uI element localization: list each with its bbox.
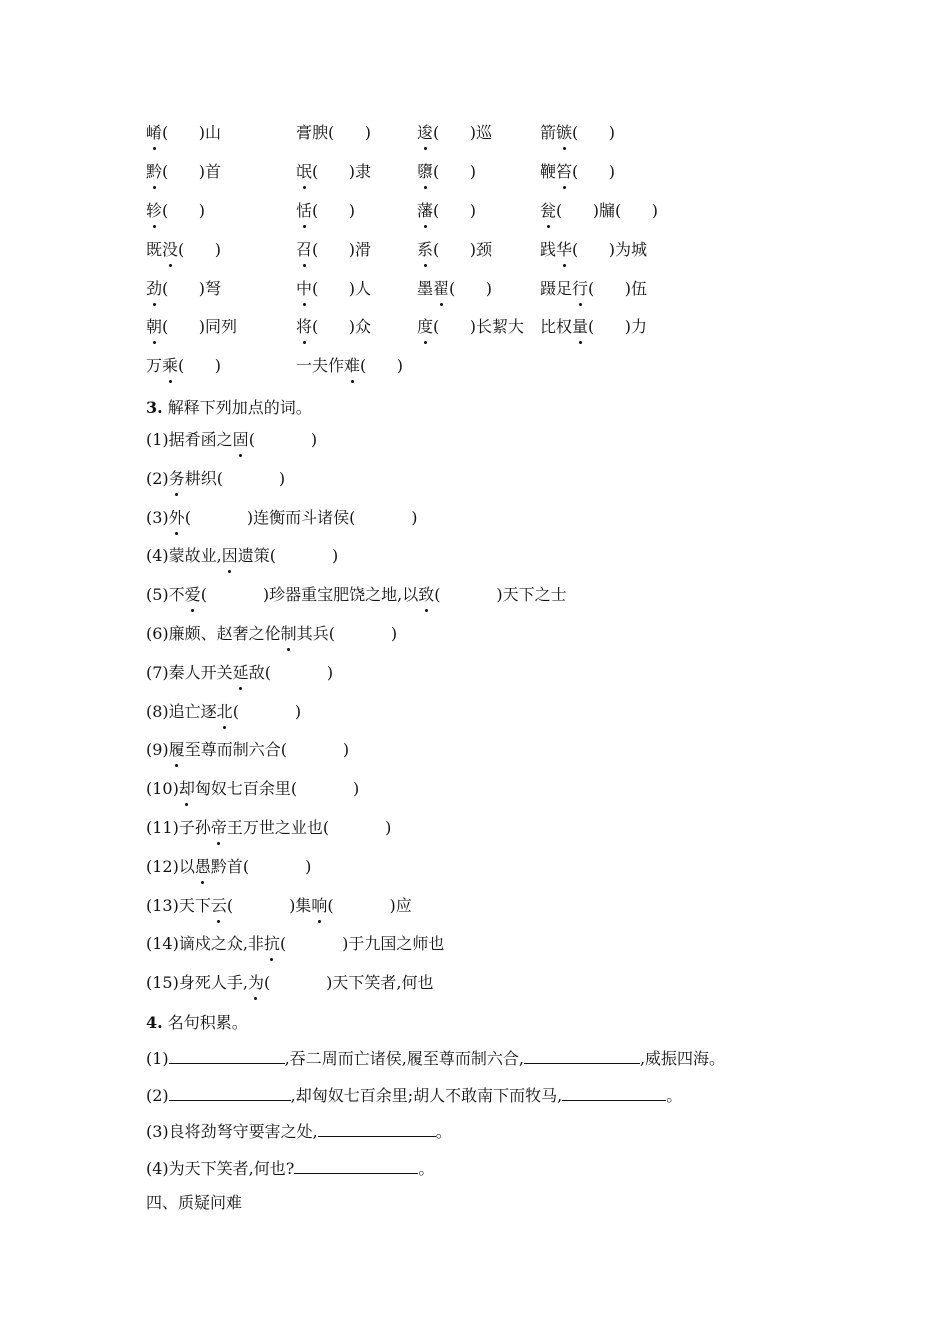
item-text: ,威振四海。	[639, 1049, 726, 1068]
dotted-word: 因	[222, 544, 238, 568]
dotted-character: 系	[417, 238, 433, 262]
dotted-character: 崤	[146, 121, 162, 145]
section-4-title: 名句积累。	[162, 1013, 248, 1032]
cell-text: ( )	[312, 201, 356, 220]
definition-item	[146, 661, 333, 685]
grid-cell	[540, 199, 658, 223]
cell-text: ( )	[572, 123, 616, 142]
grid-cell	[540, 277, 647, 301]
cell-text: 蹑足	[540, 279, 573, 298]
dotted-character: 笞	[556, 160, 572, 184]
dotted-character: 恬	[296, 199, 312, 223]
item-text: 至尊而制六合( )	[184, 740, 350, 760]
grid-cell	[417, 277, 492, 301]
quote-item	[146, 1084, 682, 1108]
item-text: ( )珍器重宝肥饶之地,以	[200, 585, 419, 605]
cell-text: ( )颈	[433, 240, 493, 259]
cell-text: ( )伍	[588, 279, 648, 298]
item-text: (11)子孙	[146, 818, 211, 837]
quote-item	[146, 1047, 725, 1071]
grid-cell	[296, 121, 371, 145]
cell-text: ( )人	[312, 279, 372, 298]
grid-cell	[296, 160, 371, 184]
definition-item	[146, 467, 285, 491]
cell-text: 箭	[540, 123, 557, 142]
section-heading-questions	[146, 1191, 242, 1215]
dotted-word: 北	[217, 700, 233, 724]
grid-cell	[540, 121, 615, 145]
definition-item	[146, 777, 359, 801]
dotted-character: 中	[296, 277, 312, 301]
cell-text: 践	[540, 240, 557, 259]
item-text: (10)	[146, 779, 179, 799]
item-text: ( )	[232, 701, 302, 721]
cell-text: ( )	[178, 240, 222, 259]
fill-blank	[169, 1084, 291, 1101]
item-text: (15)身死人手,	[146, 973, 248, 993]
grid-cell	[296, 277, 371, 301]
section-3-heading	[146, 396, 312, 420]
item-text: (3)良将劲弩守要害之处,	[146, 1122, 318, 1141]
quote-item	[146, 1120, 452, 1144]
dotted-character: 劲	[146, 277, 162, 301]
definition-item	[146, 544, 338, 568]
item-text: 敌( )	[248, 662, 334, 682]
definition-item	[146, 855, 311, 879]
cell-text: ( )同列	[162, 317, 238, 336]
dotted-word: 爱	[185, 583, 201, 607]
dotted-character: 氓	[296, 160, 312, 184]
grid-cell	[146, 315, 237, 339]
item-text: (2)	[146, 1085, 169, 1105]
item-text: 耕织( )	[184, 468, 286, 488]
definition-item	[146, 700, 301, 724]
dotted-character: 隳	[417, 160, 433, 184]
item-text: ( )天下之士	[434, 585, 567, 605]
item-text: ( )连衡而斗诸侯( )	[184, 507, 418, 527]
dotted-character: 召	[296, 238, 312, 262]
item-text: 遗策( )	[237, 546, 339, 566]
cell-text: ( )	[162, 201, 206, 220]
dotted-word: 为	[248, 971, 264, 995]
item-text: 其兵( )	[296, 624, 398, 643]
cell-text: 膏腴( )	[296, 123, 372, 142]
cell-text: ( )	[360, 356, 404, 375]
grid-cell	[417, 121, 492, 145]
fill-blank	[562, 1084, 666, 1101]
dotted-word: 却	[179, 777, 195, 801]
dotted-character: 量	[572, 315, 588, 339]
cell-text: ( )众	[312, 317, 372, 336]
cell-text: ( )山	[162, 123, 222, 142]
dotted-word: 履	[169, 738, 185, 762]
item-text: ,吞二周而亡诸侯,履至尊而制六合,	[284, 1049, 524, 1068]
grid-cell	[540, 160, 615, 184]
dotted-character: 镞	[556, 121, 572, 145]
item-text: (8)追亡逐	[146, 701, 217, 721]
definition-item	[146, 894, 412, 918]
item-text: 黔首( )	[210, 856, 312, 876]
grid-cell	[146, 199, 205, 223]
grid-cell	[296, 354, 403, 378]
cell-text: ( )力	[588, 317, 648, 336]
dotted-character: 朝	[146, 315, 162, 339]
grid-cell	[540, 315, 647, 339]
grid-cell	[417, 199, 476, 223]
fill-blank	[294, 1157, 418, 1174]
dotted-word: 外	[169, 506, 185, 530]
item-text: (5)不	[146, 585, 185, 605]
dotted-character: 黔	[146, 160, 162, 184]
dotted-word: 云	[211, 894, 227, 918]
dotted-word: 抗	[264, 932, 280, 956]
fill-blank	[318, 1120, 436, 1137]
cell-text: 一夫作	[296, 356, 345, 375]
grid-cell	[417, 160, 476, 184]
grid-cell	[417, 238, 492, 262]
cell-text: ( )为城	[572, 240, 648, 259]
item-text: 。	[435, 1122, 452, 1141]
fill-blank	[524, 1047, 640, 1064]
item-text: 王万世之业也( )	[226, 818, 392, 837]
grid-cell	[417, 315, 524, 339]
cell-text: ( )弩	[162, 279, 222, 298]
definition-item	[146, 506, 418, 530]
item-text: (13)天下	[146, 895, 211, 915]
definition-item	[146, 816, 391, 840]
item-text: 。	[666, 1085, 683, 1105]
cell-text: ( )滑	[312, 240, 372, 259]
item-text: 。	[418, 1158, 435, 1178]
cell-text: ( )长絜大	[433, 317, 525, 336]
dotted-character: 将	[296, 315, 312, 339]
definition-item	[146, 971, 433, 995]
item-text: ( )集	[226, 895, 312, 915]
dotted-word: 制	[281, 622, 297, 646]
item-text: 匈奴七百余里( )	[194, 779, 360, 799]
item-text: ( )于九国之师也	[279, 934, 445, 954]
cell-text: ( )	[449, 279, 493, 298]
cell-text: 比权	[540, 317, 573, 336]
item-text: (12)以	[146, 856, 195, 876]
dotted-word: 帝	[211, 816, 227, 840]
dotted-character: 乘	[162, 354, 178, 378]
cell-text: ( )	[433, 201, 477, 220]
dotted-word: 致	[418, 583, 434, 607]
definition-item	[146, 622, 397, 646]
item-text: (4)蒙故业,	[146, 546, 222, 566]
definition-item	[146, 428, 317, 452]
dotted-word: 务	[169, 467, 185, 491]
definition-item	[146, 583, 567, 607]
item-text: (9)	[146, 740, 169, 760]
dotted-word: 愚	[195, 855, 211, 879]
item-text: (4)为天下笑者,何也?	[146, 1158, 295, 1178]
grid-cell	[296, 238, 371, 262]
item-text: ,却匈奴七百余里;胡人不敢南下而牧马,	[290, 1085, 563, 1105]
cell-text: ( )	[572, 162, 616, 181]
grid-cell	[146, 160, 221, 184]
grid-cell	[540, 238, 647, 262]
cell-text: ( )巡	[433, 123, 493, 142]
cell-text: ( )牖( )	[556, 201, 659, 220]
grid-cell	[146, 277, 221, 301]
item-text: (6)廉颇、赵奢之伦	[146, 624, 281, 643]
section-3-title: 解释下列加点的词。	[162, 398, 312, 417]
dotted-word: 延	[233, 661, 249, 685]
definition-item	[146, 932, 444, 956]
cell-text: 既	[146, 240, 163, 259]
item-text: ( )	[248, 430, 318, 449]
cell-text: ( )	[433, 162, 477, 181]
dotted-word: 响	[311, 894, 327, 918]
definition-item	[146, 738, 349, 762]
grid-cell	[296, 199, 355, 223]
dotted-character: 行	[572, 277, 588, 301]
item-text: ( )应	[327, 895, 412, 915]
grid-cell	[296, 315, 371, 339]
dotted-character: 度	[417, 315, 433, 339]
dotted-character: 逡	[417, 121, 433, 145]
dotted-character: 没	[162, 238, 178, 262]
dotted-character: 翟	[433, 277, 449, 301]
item-text: (2)	[146, 468, 169, 488]
item-text: ( )天下笑者,何也	[263, 973, 434, 993]
grid-cell	[146, 354, 221, 378]
dotted-character: 藩	[417, 199, 433, 223]
item-text: (14)谪戍之众,非	[146, 934, 264, 954]
dotted-character: 难	[344, 354, 360, 378]
cell-text: ( )隶	[312, 162, 372, 181]
section-questions-title: 四、质疑问难	[146, 1193, 243, 1212]
section-4-number: 4.	[146, 1013, 163, 1032]
grid-cell	[146, 121, 221, 145]
fill-blank	[169, 1047, 285, 1064]
item-text: (7)秦人开关	[146, 662, 233, 682]
dotted-character: 轸	[146, 199, 162, 223]
cell-text: ( )	[178, 356, 222, 375]
section-4-heading	[146, 1011, 248, 1035]
cell-text: 墨	[417, 279, 434, 298]
dotted-character: 瓮	[540, 199, 556, 223]
dotted-character: 华	[556, 238, 572, 262]
cell-text: 万	[146, 356, 163, 375]
dotted-word: 固	[233, 428, 249, 452]
quote-item	[146, 1157, 434, 1181]
cell-text: 鞭	[540, 162, 557, 181]
item-text: (1)	[146, 1049, 169, 1068]
grid-cell	[146, 238, 221, 262]
section-3-number: 3.	[146, 398, 163, 417]
item-text: (1)据肴函之	[146, 430, 233, 449]
item-text: (3)	[146, 507, 169, 527]
cell-text: ( )首	[162, 162, 222, 181]
